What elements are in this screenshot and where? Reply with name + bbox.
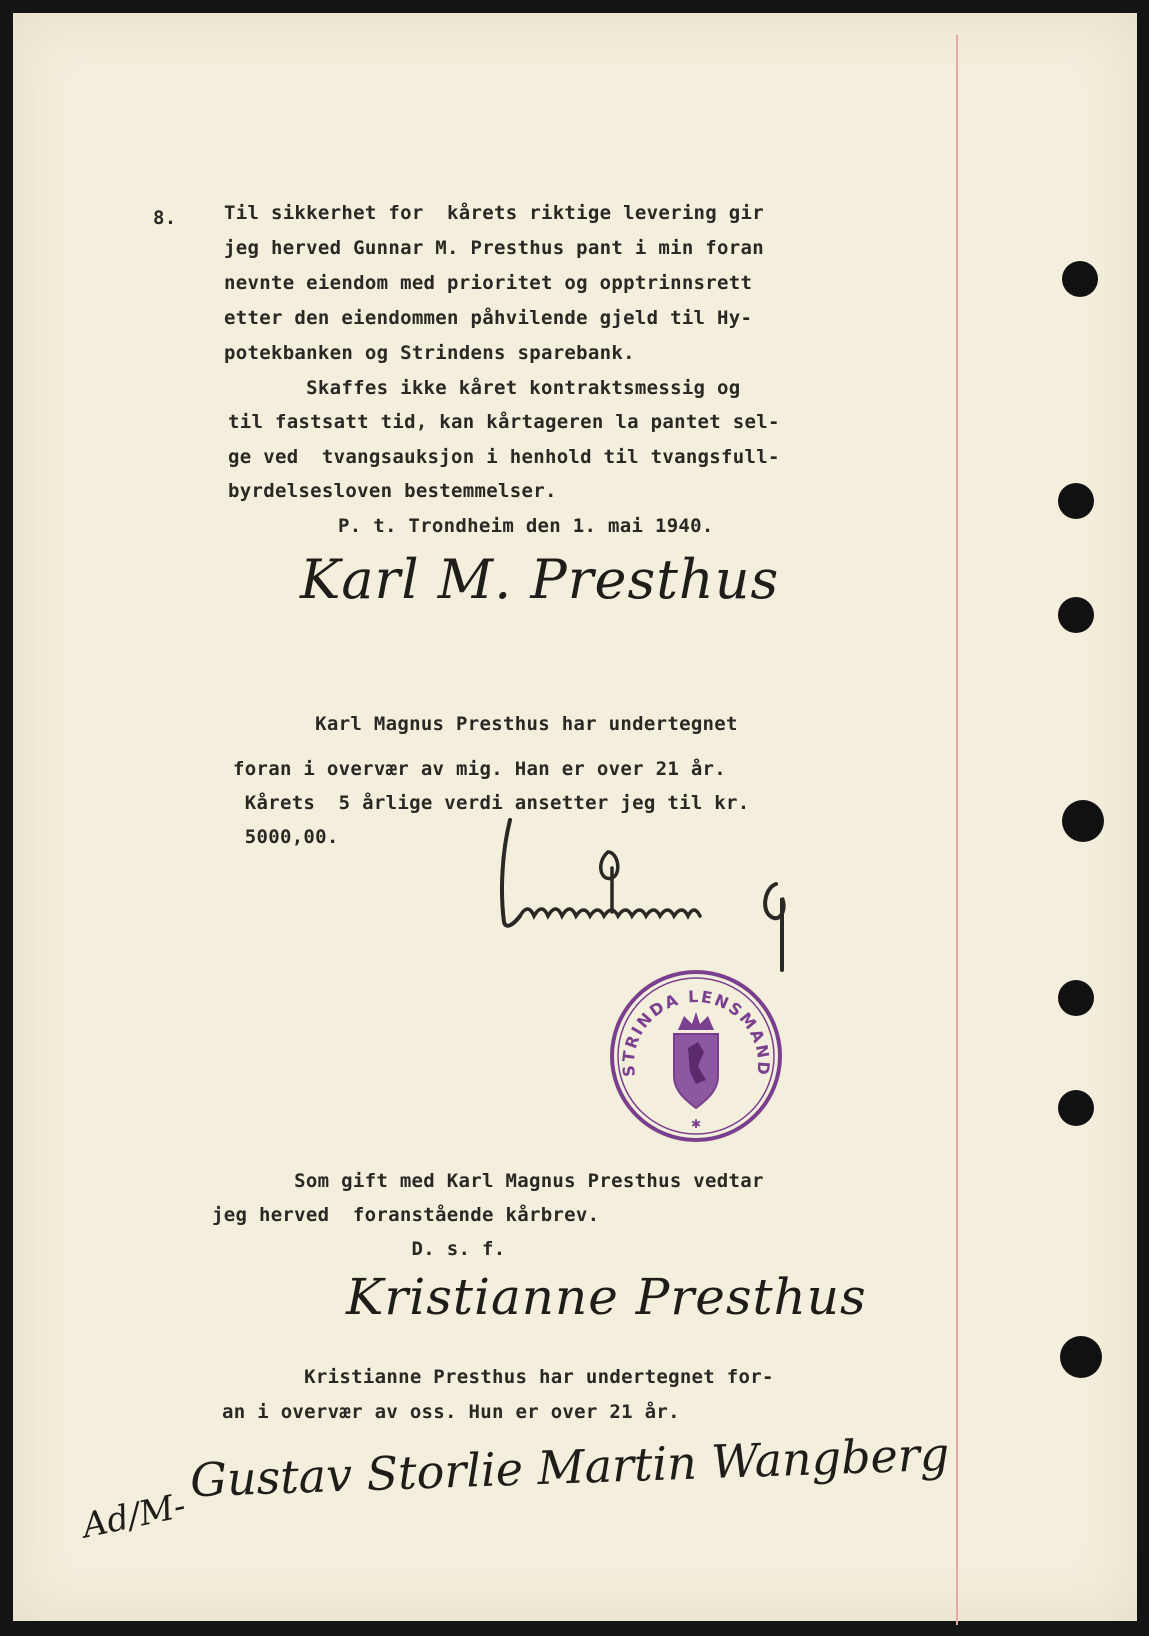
item-number: 8. <box>153 207 177 229</box>
punch-hole <box>1058 597 1094 633</box>
punch-hole <box>1062 261 1098 297</box>
clause-line: byrdelsesloven bestemmelser. <box>228 480 557 502</box>
witness-line: Kårets 5 årlige verdi ansetter jeg til kr. <box>233 792 750 814</box>
spouse-line: D. s. f. <box>212 1238 506 1260</box>
clause-line: til fastsatt tid, kan kårtageren la pantet sel- <box>228 411 780 433</box>
punch-hole <box>1062 800 1104 842</box>
spouse-line: jeg herved foranstående kårbrev. <box>212 1204 600 1226</box>
clause-line: nevnte eiendom med prioritet og opptrinnsrett <box>224 272 753 294</box>
witness-line: foran i overvær av mig. Han er over 21 år. <box>233 758 727 780</box>
witness-line: 5000,00. <box>233 826 339 848</box>
witness-line: Karl Magnus Presthus har undertegnet <box>233 713 738 735</box>
place-date: P. t. Trondheim den 1. mai 1940. <box>338 515 714 537</box>
official-stamp <box>608 968 784 1144</box>
margin-rule <box>956 35 958 1625</box>
clause-line: jeg herved Gunnar M. Presthus pant i min foran <box>224 237 764 259</box>
punch-hole <box>1058 980 1094 1016</box>
clause-line: etter den eiendommen påhvilende gjeld til Hy- <box>224 307 753 329</box>
punch-hole <box>1058 1090 1094 1126</box>
stamp-text: STRINDA LENSMAND <box>618 986 774 1078</box>
margin-note: Ad/M- <box>78 1485 190 1547</box>
spouse-witness-line: Kristianne Presthus har undertegnet for- <box>222 1366 774 1388</box>
spouse-line: Som gift med Karl Magnus Presthus vedtar <box>212 1170 764 1192</box>
clause-line: Skaffes ikke kåret kontraktsmessig og <box>224 377 741 399</box>
punch-hole <box>1060 1336 1102 1378</box>
clause-line: Til sikkerhet for kårets riktige levering gir <box>224 202 764 224</box>
signature-spouse: Kristianne Presthus <box>346 1268 867 1326</box>
lensmann-signature <box>480 812 820 982</box>
clause-line: potekbanken og Strindens sparebank. <box>224 342 635 364</box>
witness-signatures: Gustav Storlie Martin Wangberg <box>189 1426 951 1508</box>
signature-owner: Karl M. Presthus <box>300 548 780 611</box>
star-icon: ✱ <box>690 1117 702 1131</box>
punch-hole <box>1058 483 1094 519</box>
clause-line: ge ved tvangsauksjon i henhold til tvangsfull- <box>228 446 780 468</box>
spouse-witness-line: an i overvær av oss. Hun er over 21 år. <box>222 1401 680 1423</box>
